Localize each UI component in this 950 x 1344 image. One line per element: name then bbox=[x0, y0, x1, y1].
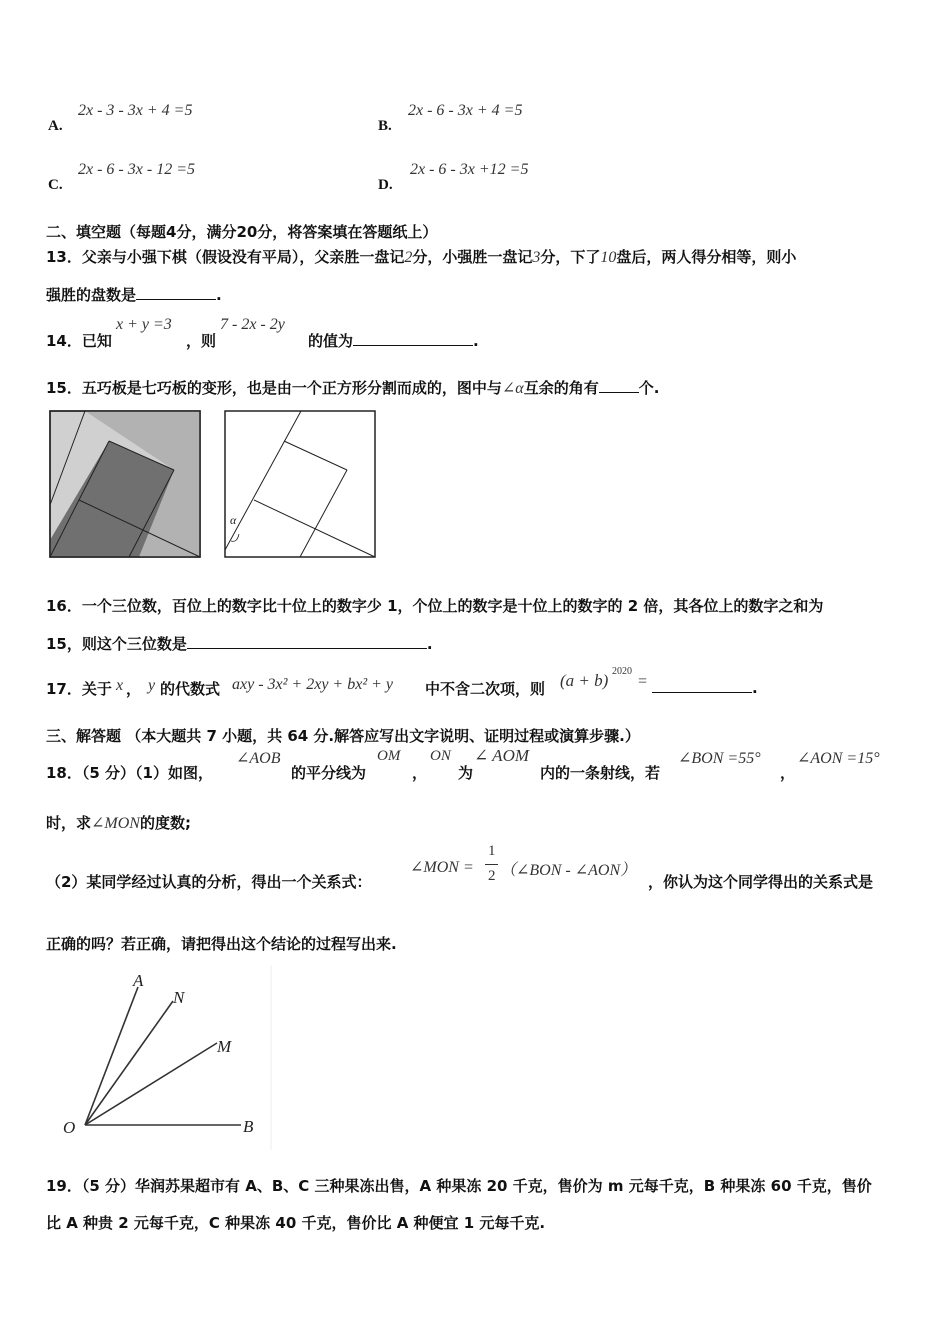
q17-mid2: 中不含二次项，则 bbox=[425, 680, 546, 698]
q17-polynomial: axy - 3x² + 2xy + bx² + y bbox=[232, 676, 394, 693]
q15-answer-blank[interactable] bbox=[599, 378, 639, 393]
q17-end: . bbox=[752, 679, 758, 697]
section3-title: 三、解答题 （本大题共 7 小题，共 64 分.解答应写出文字说明、证明过程或演算步骤.） bbox=[46, 727, 640, 745]
ray-on bbox=[85, 1001, 173, 1125]
q18-angle-aom: ∠ AOM bbox=[474, 746, 530, 765]
q19-line1: 19．（5 分）华润苏果超市有 A、B、C 三种果冻出售，A 种果冻 20 千克，售价为 m 元每千克，B 种果冻 60 千克，售价 bbox=[46, 1177, 872, 1195]
q18-bon-value: ∠BON =55° bbox=[678, 750, 761, 767]
section2-title: 二、填空题（每题4分，满分20分，将答案填在答题纸上） bbox=[46, 223, 438, 241]
q14-condition: x + y =3 bbox=[116, 316, 172, 333]
q15-figure-outline bbox=[224, 410, 376, 558]
q18-frac-bar bbox=[485, 864, 498, 865]
q14-expression: 7 - 2x - 2y bbox=[220, 316, 285, 333]
q16-line1: 16．一个三位数，百位上的数字比十位上的数字少 1，个位上的数字是十位上的数字的 2 倍，其各位上的数字之和为 bbox=[46, 597, 824, 615]
q17-answer bbox=[652, 678, 758, 697]
q18-line2 bbox=[46, 812, 191, 833]
q13-n2: 3 bbox=[532, 249, 541, 266]
q14-prefix: 14．已知 bbox=[46, 332, 112, 350]
q13-n1: 2 bbox=[404, 249, 413, 266]
q17-answer-blank[interactable] bbox=[652, 678, 752, 693]
q18-relation-rhs: （∠BON - ∠AON） bbox=[500, 862, 637, 879]
option-b-expr: 2x - 6 - 3x + 4 =5 bbox=[408, 102, 523, 119]
q13-text-c: 分，下了 bbox=[540, 248, 601, 266]
q18-line2-a: 时，求 bbox=[46, 814, 92, 832]
point-b-label: B bbox=[243, 1117, 254, 1136]
q17-expression: (a + b) bbox=[560, 671, 609, 690]
option-d-label: D. bbox=[378, 177, 393, 193]
q18-comma2: ， bbox=[780, 764, 796, 782]
q15-prefix: 15．五巧板是七巧板的变形，也是由一个正方形分割而成的，图中与 bbox=[46, 379, 502, 397]
q13-text-a: 13．父亲与小强下棋（假设没有平局），父亲胜一盘记 bbox=[46, 248, 405, 266]
q18-text-bisector: 的平分线为 bbox=[291, 764, 367, 782]
q14-answer-blank[interactable] bbox=[353, 331, 473, 346]
option-d-expr: 2x - 6 - 3x +12 =5 bbox=[410, 161, 529, 178]
q18-frac-den: 2 bbox=[488, 868, 496, 884]
q15-line bbox=[46, 377, 659, 398]
ray-oa bbox=[85, 987, 138, 1125]
q13-answer-blank[interactable] bbox=[136, 285, 216, 300]
q18-angle-figure bbox=[55, 965, 275, 1150]
q13-end: . bbox=[216, 286, 222, 304]
q17-var-y: y bbox=[148, 677, 156, 694]
ray-om bbox=[85, 1043, 217, 1125]
q15-figure-shaded bbox=[49, 410, 201, 558]
option-c-label: C. bbox=[48, 177, 63, 193]
q18-text-wei: 为 bbox=[458, 764, 474, 782]
q17-mid: 的代数式 bbox=[160, 680, 221, 698]
q14-suffix-text: 的值为 bbox=[308, 332, 354, 350]
q18-on: ON bbox=[430, 748, 451, 764]
q14-end: . bbox=[473, 332, 479, 350]
option-b-label: B. bbox=[378, 118, 392, 134]
q13-line2 bbox=[46, 284, 222, 305]
q17-equals: = bbox=[638, 673, 648, 690]
option-a-expr: 2x - 3 - 3x + 4 =5 bbox=[78, 102, 193, 119]
q14-suffix bbox=[308, 330, 479, 351]
q16-line2 bbox=[46, 633, 433, 654]
q18-text-ray: 内的一条射线，若 bbox=[540, 764, 661, 782]
point-o-label: O bbox=[63, 1118, 76, 1137]
q18-aon-value: ∠AON =15° bbox=[797, 750, 880, 767]
point-n-label: N bbox=[173, 988, 185, 1007]
q13-text-e: 强胜的盘数是 bbox=[46, 286, 137, 304]
q18-frac-num: 1 bbox=[488, 843, 496, 859]
point-m-label: M bbox=[217, 1037, 232, 1056]
q18-line4: 正确的吗？若正确，请把得出这个结论的过程写出来. bbox=[46, 935, 397, 953]
q16-line2-text: 15，则这个三位数是 bbox=[46, 635, 187, 653]
q16-answer-blank[interactable] bbox=[187, 634, 427, 649]
q18-angle-aob: ∠AOB bbox=[236, 750, 281, 767]
q17-exponent: 2020 bbox=[612, 666, 632, 677]
option-a-label: A. bbox=[48, 118, 63, 134]
q17-comma: ， bbox=[126, 680, 142, 698]
q13-line1 bbox=[46, 246, 796, 267]
q18-comma: ， bbox=[412, 764, 428, 782]
q17-prefix: 17．关于 bbox=[46, 680, 112, 698]
q13-text-b: 分，小强胜一盘记 bbox=[412, 248, 533, 266]
q15-alpha-label: α bbox=[230, 513, 237, 527]
q18-part1-intro: 18．（5 分）（1）如图， bbox=[46, 764, 213, 782]
q17-var-x: x bbox=[116, 677, 124, 694]
q16-end: . bbox=[426, 635, 433, 653]
point-a-label: A bbox=[133, 971, 144, 990]
q19-line2: 比 A 种贵 2 元每千克，C 种果冻 40 千克，售价比 A 种便宜 1 元每千克. bbox=[46, 1214, 546, 1232]
q18-angle-mon: ∠MON bbox=[91, 815, 140, 832]
q18-part2-intro: （2）某同学经过认真的分析，得出一个关系式： bbox=[46, 873, 372, 891]
q18-om: OM bbox=[377, 748, 401, 764]
option-c-expr: 2x - 6 - 3x - 12 =5 bbox=[78, 161, 195, 178]
q15-suffix: 互余的角有 bbox=[523, 379, 599, 397]
q13-n3: 10 bbox=[600, 249, 617, 266]
q15-end: 个. bbox=[638, 379, 660, 397]
q18-line2-b: 的度数; bbox=[139, 814, 191, 832]
q14-mid: ，则 bbox=[186, 332, 217, 350]
q13-text-d: 盘后，两人得分相等，则小 bbox=[616, 248, 797, 266]
q18-part2-question: ，你认为这个同学得出的关系式是 bbox=[648, 873, 874, 891]
q18-relation-lhs: ∠MON = bbox=[410, 859, 474, 876]
q15-angle: ∠α bbox=[501, 380, 524, 397]
